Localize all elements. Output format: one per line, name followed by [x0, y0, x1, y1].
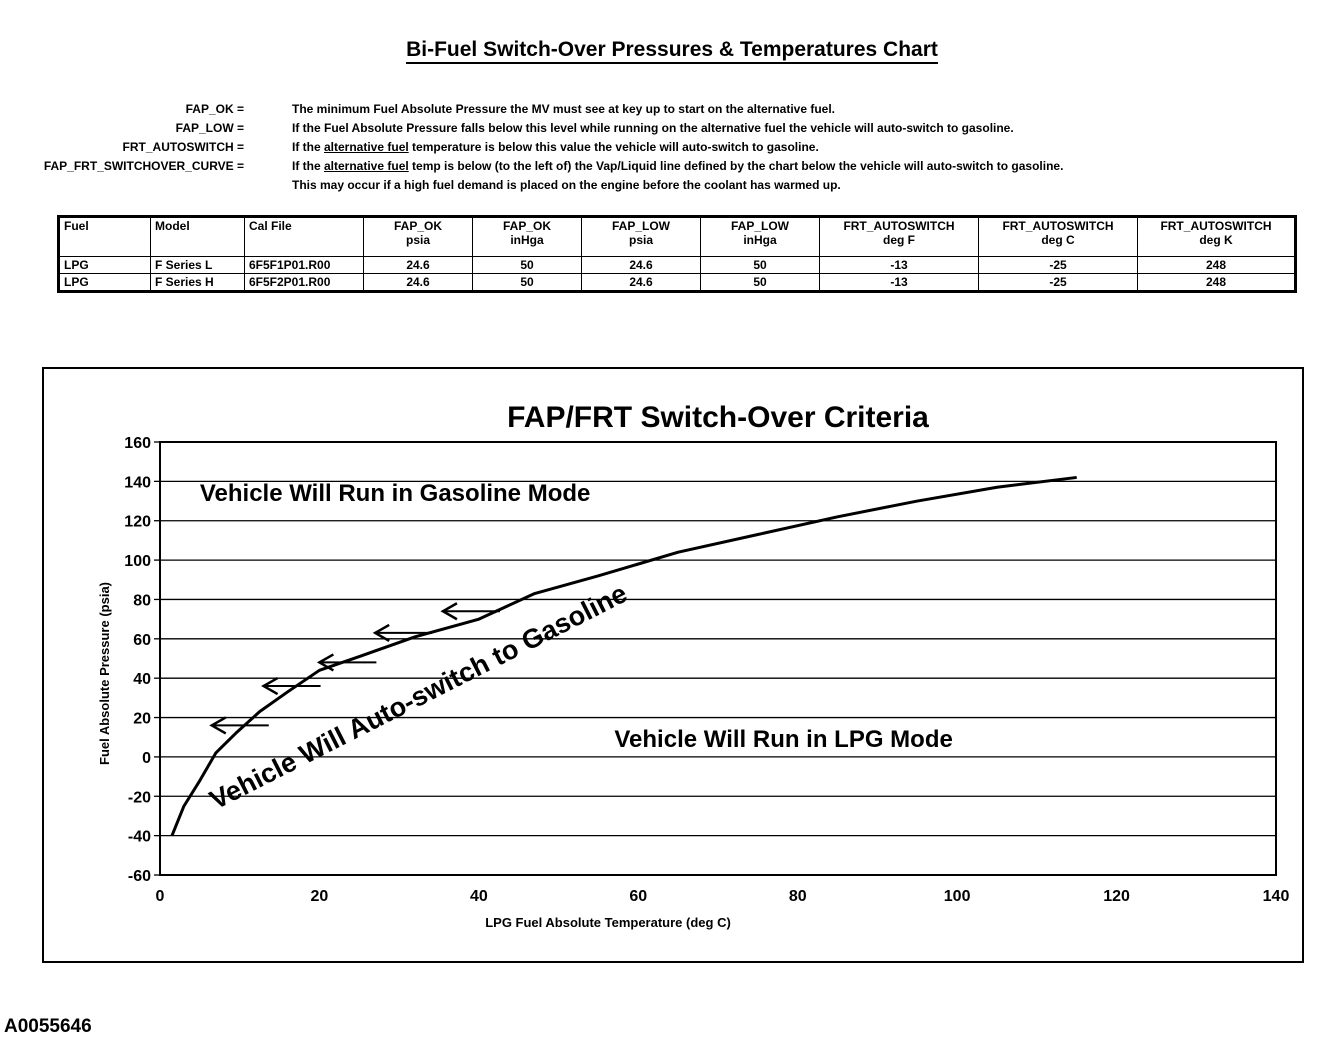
- definition-text: The minimum Fuel Absolute Pressure the MV must see at key up to start on the alternative fuel.: [292, 102, 836, 116]
- y-tick-label: 80: [133, 592, 151, 610]
- definition-term: FAP_LOW =: [175, 121, 244, 135]
- column-header: FRT_AUTOSWITCH deg C: [979, 217, 1138, 257]
- table-row: [59, 257, 1296, 274]
- column-header: Fuel: [59, 217, 151, 257]
- definition-text: If the alternative fuel temp is below (to the left of) the Vap/Liquid line defined by the chart below the vehicle will auto-switch to gasoline.: [292, 159, 1064, 173]
- column-header: FAP_LOW inHga: [701, 217, 820, 257]
- y-tick-label: 160: [124, 435, 151, 452]
- definition-row: [0, 178, 1300, 196]
- table-cell: LPG: [59, 274, 151, 292]
- table-cell: 50: [473, 257, 582, 274]
- y-tick-label: 20: [133, 710, 151, 728]
- table-cell: -25: [979, 257, 1138, 274]
- table-cell: 24.6: [582, 257, 701, 274]
- table-cell: -13: [820, 274, 979, 292]
- table-cell: 50: [701, 274, 820, 292]
- column-header: FRT_AUTOSWITCH deg F: [820, 217, 979, 257]
- y-tick-label: 100: [124, 553, 151, 571]
- definition-text: If the alternative fuel temperature is below this value the vehicle will auto-switch to gasoline.: [292, 140, 819, 154]
- y-tick-label: 0: [142, 749, 151, 767]
- y-tick-label: 40: [133, 671, 151, 689]
- y-tick-label: 60: [133, 631, 151, 649]
- definition-term: FAP_FRT_SWITCHOVER_CURVE =: [43, 159, 244, 173]
- x-tick-label: 60: [629, 888, 648, 905]
- chart-container: [42, 367, 1304, 963]
- definition-row: [0, 102, 1300, 120]
- chart-title: FAP/FRT Switch-Over Criteria: [507, 401, 929, 434]
- x-axis-label: LPG Fuel Absolute Temperature (deg C): [485, 915, 731, 930]
- table-cell: 248: [1138, 257, 1296, 274]
- table-cell: 50: [701, 257, 820, 274]
- column-header: FAP_OK inHga: [473, 217, 582, 257]
- vap-liquid-line: [172, 477, 1077, 835]
- table-cell: 248: [1138, 274, 1296, 292]
- table-cell: 6F5F2P01.R00: [245, 274, 364, 292]
- definition-text: If the Fuel Absolute Pressure falls below this level while running on the alternative fuel the vehicle will auto-switch to gasoline.: [292, 121, 1014, 135]
- y-tick-label: 120: [124, 513, 151, 531]
- x-tick-label: 120: [1103, 888, 1130, 905]
- y-tick-label: -40: [127, 828, 151, 846]
- column-header: FAP_OK psia: [364, 217, 473, 257]
- x-tick-label: 80: [788, 888, 807, 905]
- table-cell: 50: [473, 274, 582, 292]
- definition-text: This may occur if a high fuel demand is placed on the engine before the coolant has warmed up.: [292, 178, 841, 192]
- x-tick-label: 20: [310, 888, 329, 905]
- table-cell: F Series H: [151, 274, 245, 292]
- definition-term: FAP_OK =: [185, 102, 244, 116]
- y-tick-label: -20: [127, 789, 151, 807]
- table-cell: 24.6: [364, 257, 473, 274]
- page-title: Bi-Fuel Switch-Over Pressures & Temperatures Chart: [0, 38, 1344, 62]
- table-cell: 24.6: [582, 274, 701, 292]
- column-header: FRT_AUTOSWITCH deg K: [1138, 217, 1296, 257]
- table-cell: 24.6: [364, 274, 473, 292]
- table-header-row: [59, 217, 1296, 257]
- table-cell: -13: [820, 257, 979, 274]
- annotation-lpg-mode: Vehicle Will Run in LPG Mode: [614, 726, 953, 754]
- switchover-table: [57, 215, 1297, 293]
- x-tick-label: 0: [155, 888, 165, 905]
- definition-row: [0, 159, 1300, 177]
- y-tick-label: -60: [127, 868, 151, 885]
- y-axis-label: Fuel Absolute Pressure (psia): [97, 581, 112, 766]
- column-header: Cal File: [245, 217, 364, 257]
- table-cell: -25: [979, 274, 1138, 292]
- table-cell: 6F5F1P01.R00: [245, 257, 364, 274]
- x-tick-label: 140: [1262, 888, 1290, 905]
- column-header: Model: [151, 217, 245, 257]
- annotation-auto-switch: Vehicle Will Auto-switch to Gasoline: [204, 578, 632, 816]
- table-cell: F Series L: [151, 257, 245, 274]
- y-tick-label: 140: [124, 474, 151, 492]
- column-header: FAP_LOW psia: [582, 217, 701, 257]
- table-row: [59, 274, 1296, 292]
- switchover-chart: [44, 369, 1302, 961]
- annotation-gasoline-mode: Vehicle Will Run in Gasoline Mode: [199, 480, 591, 508]
- x-tick-label: 100: [943, 888, 971, 905]
- definition-row: [0, 121, 1300, 139]
- definition-row: [0, 140, 1300, 158]
- figure-id: A0055646: [4, 1016, 92, 1037]
- table-cell: LPG: [59, 257, 151, 274]
- definition-term: FRT_AUTOSWITCH =: [122, 140, 244, 154]
- x-tick-label: 40: [469, 888, 488, 905]
